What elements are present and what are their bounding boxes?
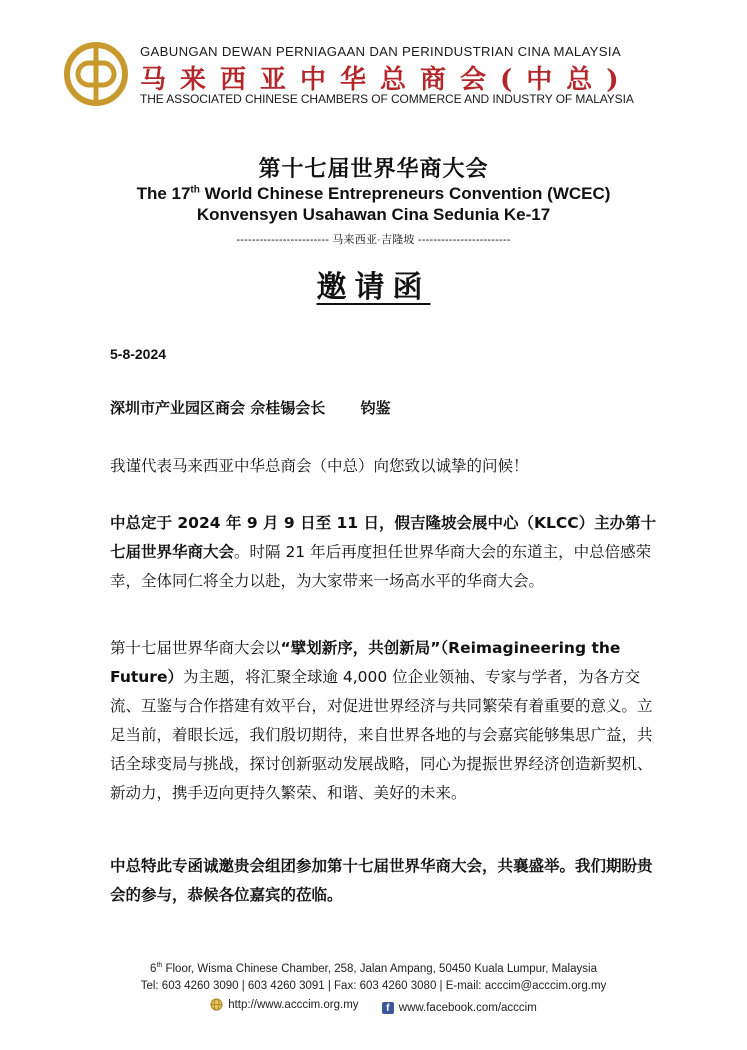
org-name-malay: GABUNGAN DEWAN PERNIAGAAN DAN PERINDUSTRIAN CINA MALAYSIA [140, 44, 621, 59]
website-link[interactable]: http://www.acccim.org.my [210, 998, 358, 1011]
letterhead [64, 38, 684, 110]
convention-location: ------------------------ 马来西亚·吉隆坡 ------------------------ [236, 234, 511, 246]
letter-date: 5-8-2024 [110, 346, 167, 362]
facebook-link[interactable]: f www.facebook.com/acccim [382, 1002, 537, 1014]
paragraph-2: 第十七届世界华商大会以“擘划新序，共创新局”（Reimagineering the Future）为主题，将汇聚全球逾 4,000 位企业领袖、专家与学者，为各方交流、互鉴与合作搭建有效平台，对促进世界经济与共同繁荣有着重要的意义。立足当前，着眼长远，我们殷切期待，来自世界各地的与会嘉宾能够集思广益，共话全球变局与挑战，探讨创新驱动发展战略，同心为提振世界经济创造新契机、新动力，携手迈向更持久繁荣、和谐、美好的未来。 [110, 639, 653, 802]
footer-links [0, 998, 747, 1014]
org-name-chinese: 马来西亚中华总商会(中总) [140, 65, 633, 95]
convention-title-chinese: 第十七届世界华商大会 [258, 156, 489, 182]
footer-address: 6th Floor, Wisma Chinese Chamber, 258, Jalan Ampang, 50450 Kuala Lumpur, Malaysia [150, 962, 597, 975]
footer-contact: Tel: 603 4260 3090 | 603 4260 3091 | Fax: 603 4260 3080 | E-mail: acccim@acccim.org.my [140, 980, 607, 992]
acccim-logo [64, 42, 128, 106]
greeting: 我谨代表马来西亚中华总商会（中总）向您致以诚挚的问候！ [110, 457, 529, 475]
letter-title: 邀请函 [316, 270, 431, 305]
convention-theme: “擘划新序，共创新局”（Reimagineering the Future） [110, 639, 621, 686]
convention-title-malay: Konvensyen Usahawan Cina Sedunia Ke-17 [196, 205, 551, 224]
paragraph-3: 中总特此专函诚邀贵会组团参加第十七届世界华商大会，共襄盛举。我们期盼贵会的参与，恭候各位嘉宾的莅临。 [110, 857, 653, 904]
globe-icon [210, 998, 223, 1011]
addressee: 深圳市产业园区商会 佘桂锡会长 钧鉴 [110, 399, 391, 417]
paragraph-1: 中总定于 2024 年 9 月 9 日至 11 日，假吉隆坡会展中心（KLCC）主办第十七届世界华商大会。时隔 21 年后再度担任世界华商大会的东道主，中总倍感荣幸，全体同仁将全力以赴，为大家带来一场高水平的华商大会。 [110, 514, 657, 590]
org-name-english: THE ASSOCIATED CHINESE CHAMBERS OF COMMERCE AND INDUSTRY OF MALAYSIA [140, 92, 634, 106]
convention-title-english: The 17th World Chinese Entrepreneurs Convention (WCEC) [136, 184, 611, 203]
facebook-icon: f [382, 1002, 394, 1014]
